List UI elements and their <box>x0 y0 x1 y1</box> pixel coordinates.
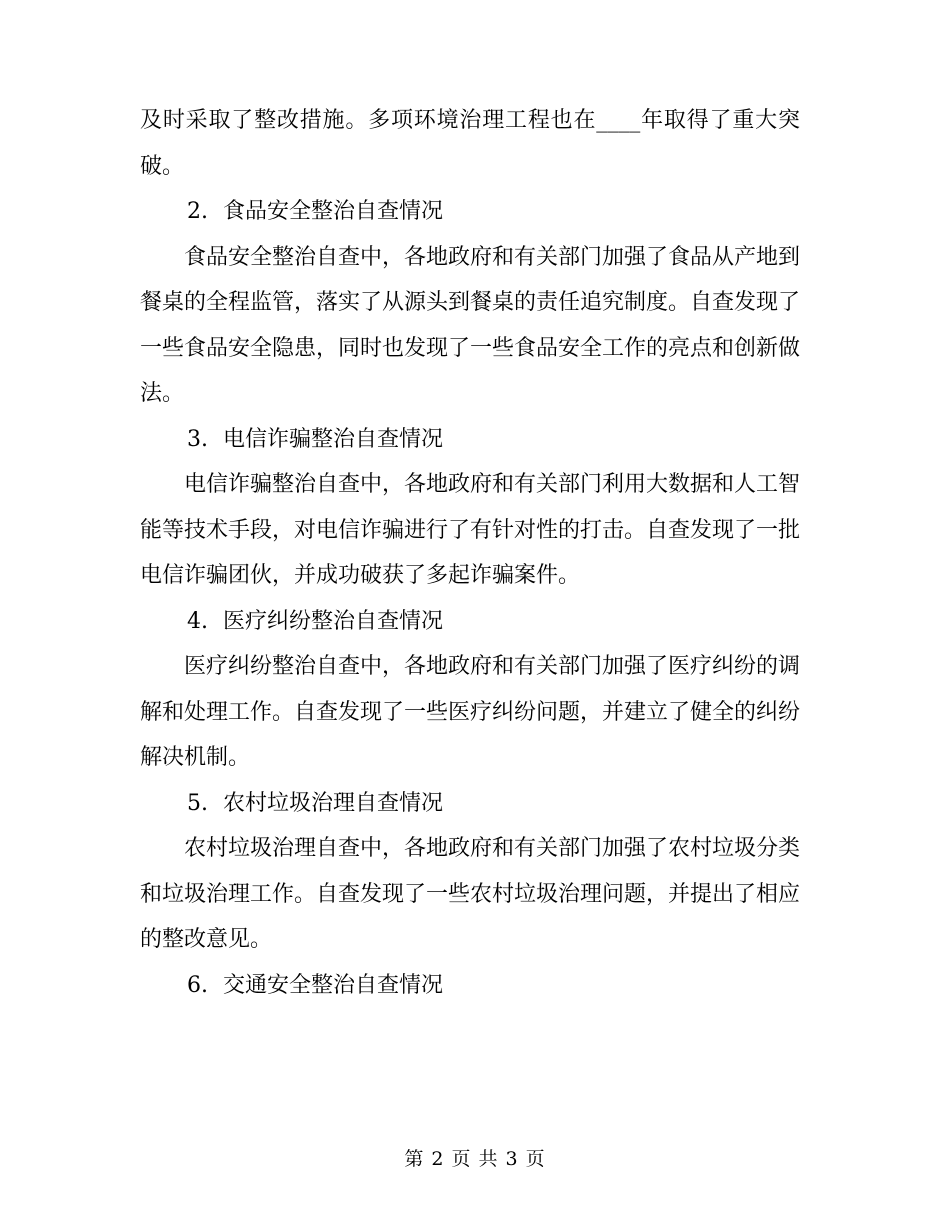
section-paragraph-3: 电信诈骗整治自查中，各地政府和有关部门利用大数据和人工智能等技术手段，对电信诈骗进行了有针对性的打击。自查发现了一批电信诈骗团伙，并成功破获了多起诈骗案件。 <box>140 472 801 588</box>
section-paragraph-4: 医疗纠纷整治自查中，各地政府和有关部门加强了医疗纠纷的调解和处理工作。自查发现了一些医疗纠纷问题，并建立了健全的纠纷解决机制。 <box>140 654 801 770</box>
section-paragraph-2: 食品安全整治自查中，各地政府和有关部门加强了食品从产地到餐桌的全程监管，落实了从源头到餐桌的责任追究制度。自查发现了一些食品安全隐患，同时也发现了一些食品安全工作的亮点和创新做法。 <box>140 244 801 406</box>
section-number: 6. <box>187 972 208 998</box>
section-title: 农村垃圾治理自查情况 <box>223 790 444 816</box>
section-number: 5. <box>187 790 208 816</box>
section-title: 交通安全整治自查情况 <box>223 972 444 998</box>
section-title: 电信诈骗整治自查情况 <box>223 426 444 452</box>
section-number: 4. <box>187 608 208 634</box>
document-body <box>140 98 800 1008</box>
section-title: 食品安全整治自查情况 <box>223 199 444 224</box>
section-heading-4 <box>140 599 800 645</box>
section-number: 3. <box>187 426 208 452</box>
section-heading-3 <box>140 417 800 463</box>
page-number-footer: 第 2 页 共 3 页 <box>404 1148 546 1170</box>
section-heading-6 <box>140 963 800 1009</box>
section-number: 2. <box>187 199 208 224</box>
section-heading-5 <box>140 781 800 827</box>
intro-continuation-paragraph: 及时采取了整改措施。多项环境治理工程也在____年取得了重大突破。 <box>140 108 800 179</box>
section-heading-2 <box>140 189 800 235</box>
section-paragraph-5: 农村垃圾治理自查中，各地政府和有关部门加强了农村垃圾分类和垃圾治理工作。自查发现了一些农村垃圾治理问题，并提出了相应的整改意见。 <box>140 836 801 952</box>
section-title: 医疗纠纷整治自查情况 <box>223 608 444 634</box>
